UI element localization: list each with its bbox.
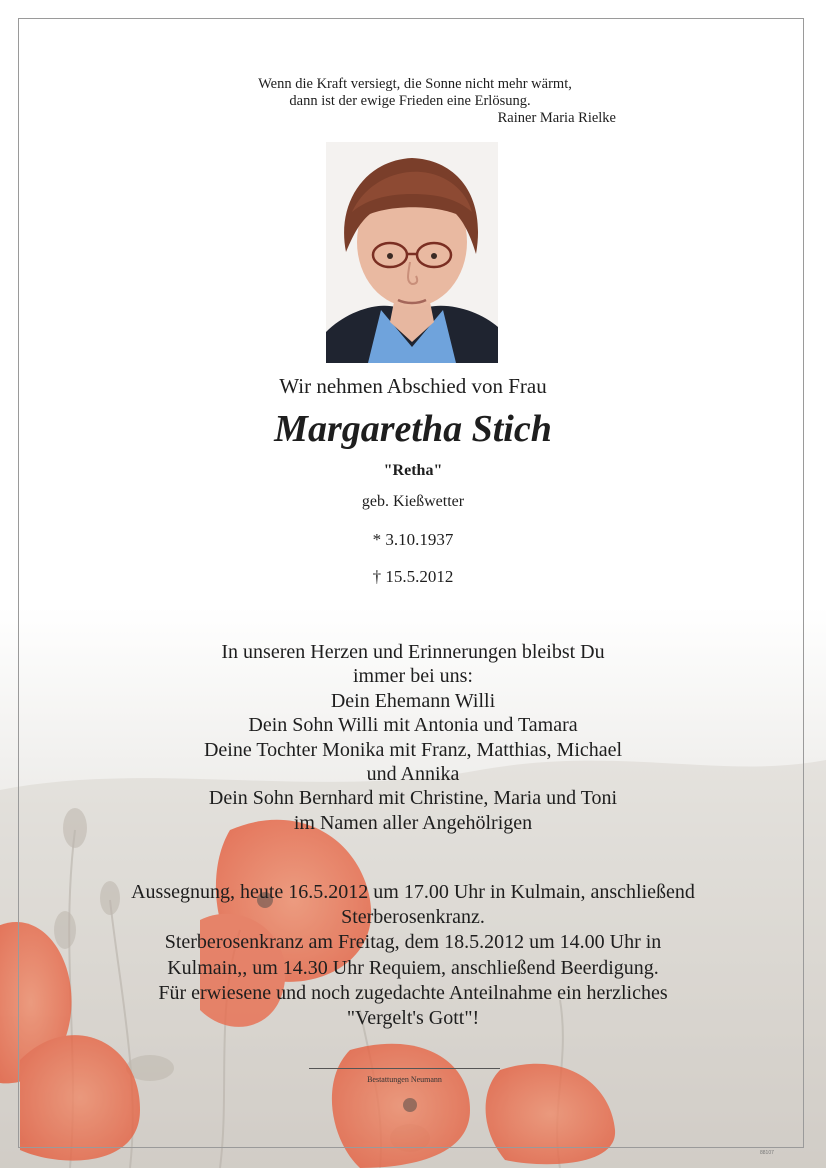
deceased-name: Margaretha Stich xyxy=(274,408,552,450)
deceased-nickname: "Retha" xyxy=(383,462,443,479)
mourners-line: immer bei uns: xyxy=(353,665,473,688)
portrait-photo xyxy=(326,142,498,363)
birth-name: geb. Kießwetter xyxy=(361,493,465,510)
mourners-text xyxy=(0,640,826,835)
birth-date: * 3.10.1937 xyxy=(372,530,454,549)
service-line: Aussegnung, heute 16.5.2012 um 17.00 Uhr in Kulmain, anschließend xyxy=(131,881,695,903)
mourners-line: im Namen aller Angehölrigen xyxy=(293,811,533,834)
quote-author: Rainer Maria Rielke xyxy=(497,110,616,126)
service-details xyxy=(0,880,826,1031)
mourners-line: Dein Sohn Bernhard mit Christine, Maria und Toni xyxy=(208,787,618,810)
service-line: Kulmain,, um 14.30 Uhr Requiem, anschließend Beerdigung. xyxy=(167,956,659,979)
mourners-line: Deine Tochter Monika mit Franz, Matthias, Michael xyxy=(203,738,623,761)
death-date: † 15.5.2012 xyxy=(372,567,454,586)
quote-line-2: dann ist der ewige Frieden eine Erlösung. xyxy=(289,93,531,109)
mourners-line: und Annika xyxy=(366,763,460,786)
quote-line-1: Wenn die Kraft versiegt, die Sonne nicht mehr wärmt, xyxy=(258,76,572,92)
farewell-intro: Wir nehmen Abschied von Frau xyxy=(279,374,547,398)
service-line: Sterberosenkranz am Freitag, dem 18.5.2012 um 14.00 Uhr in xyxy=(164,931,662,954)
mourners-line: In unseren Herzen und Erinnerungen bleibst Du xyxy=(221,641,605,663)
mourners-line: Dein Sohn Willi mit Antonia und Tamara xyxy=(248,714,578,737)
template-code: 88107 xyxy=(760,1150,774,1156)
mourners-line: Dein Ehemann Willi xyxy=(330,689,496,712)
funeral-home-signature: Bestattungen Neumann xyxy=(367,1075,442,1084)
service-line: Sterberosenkranz. xyxy=(341,906,485,929)
signature-line xyxy=(309,1068,500,1069)
service-line: Für erwiesene und noch zugedachte Anteilnahme ein herzliches xyxy=(158,981,668,1004)
epigraph-quote xyxy=(0,76,826,127)
service-line: "Vergelt's Gott"! xyxy=(346,1007,480,1030)
